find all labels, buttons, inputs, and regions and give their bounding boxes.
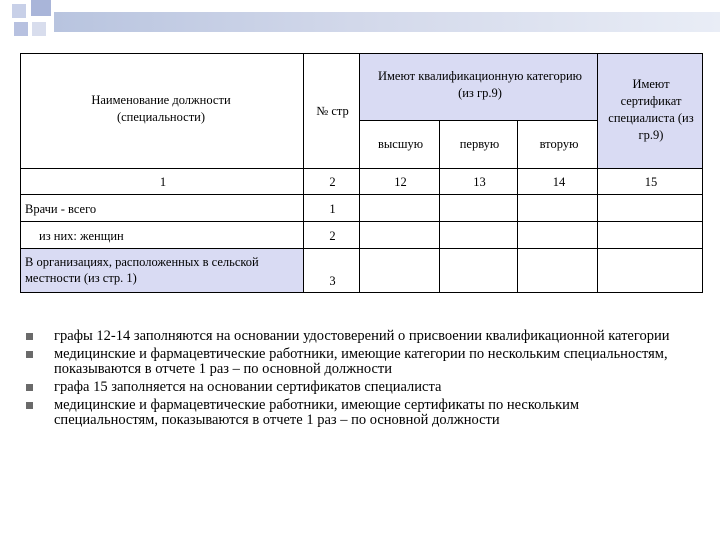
note-item [24,398,684,428]
column-number-cell [597,168,703,195]
column-number: 15 [644,175,658,189]
column-number-cell [359,168,440,195]
header-position-cell [20,53,304,169]
value-cell [517,248,599,293]
value-cell [439,248,518,293]
row-number: 1 [329,202,336,216]
row-label: Врачи - всего [25,202,97,216]
header-highest-label: высшую [377,137,424,151]
header-second-label: вторую [539,137,579,151]
header-certificate-cell [597,53,703,169]
decor-square [32,22,46,36]
square-bullet-icon [26,384,33,391]
column-number-cell [20,168,304,195]
decor-header-bar [54,12,720,32]
header-first-cell [439,120,518,169]
header-first-label: первую [459,137,500,151]
decor-square [14,22,28,36]
row-label-cell [20,248,304,293]
value-cell [597,221,703,249]
square-bullet-icon [26,351,33,358]
decor-square [31,0,51,16]
row-number-cell [303,194,360,222]
note-text: графа 15 заполняется на основании сертификатов специалиста [54,379,442,395]
value-cell [517,221,599,249]
value-cell [359,248,440,293]
column-number: 14 [552,175,566,189]
value-cell [517,194,599,222]
note-text: медицинские и фармацевтические работники, имеющие категории по нескольким специальностям, показываются в отчете 1 раз – по основной должности [54,346,668,377]
notes-list [24,329,684,431]
header-row-no-cell [303,53,360,169]
row-label: В организациях, расположенных в сельской местности (из стр. 1) [25,255,259,285]
row-number-cell [303,248,360,293]
row-label-cell [20,221,304,249]
row-label-cell [20,194,304,222]
value-cell [597,194,703,222]
header-qualification-label: Имеют квалификационную категорию (из гр.9) [377,69,583,100]
value-cell [359,221,440,249]
header-position-label: Наименование должности (специальности) [91,93,231,124]
column-number: 1 [159,175,167,189]
note-item [24,329,684,344]
decor-square [12,4,26,18]
row-number-cell [303,221,360,249]
header-certificate-label: Имеют сертификат специалиста (из гр.9) [608,77,694,142]
note-item [24,347,684,377]
row-number: 3 [329,274,336,288]
column-number-cell [303,168,360,195]
value-cell [439,194,518,222]
column-number-cell [517,168,599,195]
value-cell [597,248,703,293]
note-item [24,380,684,395]
column-number: 13 [473,175,486,189]
value-cell [359,194,440,222]
note-text: медицинские и фармацевтические работники, имеющие сертификаты по нескольким специальностям, показываются в отчете 1 раз – по основной должности [54,397,580,428]
column-number: 2 [329,175,336,189]
row-number: 2 [329,229,336,243]
square-bullet-icon [26,333,33,340]
header-highest-cell [359,120,440,169]
row-label: из них: женщин [39,229,124,243]
header-qualification-cell [359,53,598,121]
value-cell [439,221,518,249]
square-bullet-icon [26,402,33,409]
header-second-cell [517,120,599,169]
header-row-no-label: № стр [316,104,349,118]
column-number: 12 [394,175,407,189]
note-text: графы 12-14 заполняются на основании удостоверений о присвоении квалификационной категории [54,328,670,344]
column-number-cell [439,168,518,195]
